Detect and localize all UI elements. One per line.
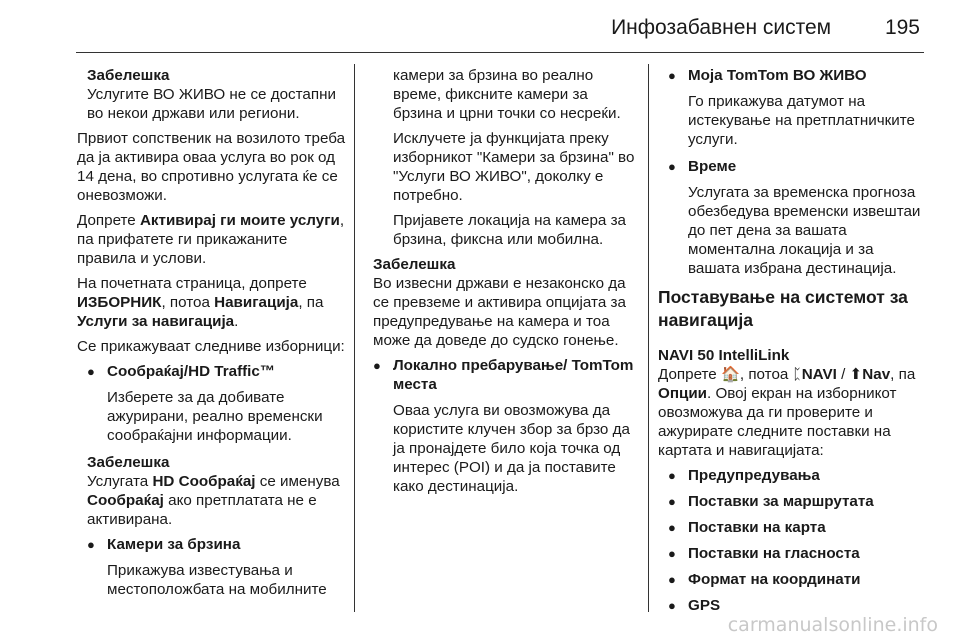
paragraph: камери за брзина во реално време, фиксните камери за брзина и црни точки со несреќи. bbox=[393, 67, 621, 122]
note: Забелешка Услугата HD Сообраќај се именува Сообраќај ако претплатата не е активирана. bbox=[87, 453, 345, 529]
note-text: Услугите ВО ЖИВО не се достапни во некои држави или региони. bbox=[87, 86, 336, 122]
paragraph: Пријавете локација на камера за брзина, фиксна или мобилна. bbox=[393, 212, 626, 248]
page-number: 195 bbox=[884, 16, 920, 39]
list-item-title: ● Локално пребарување/ TomTom места bbox=[393, 357, 634, 393]
list-item-text: Прикажува известувања и местоположбата на мобилните bbox=[107, 562, 327, 598]
column-3 bbox=[658, 66, 928, 622]
paragraph: Првиот сопственик на возилото треба да ја активира оваа услуга во рок од 14 дена, во спротивно услугата ќе се оневозможи. bbox=[77, 130, 346, 204]
list-item bbox=[77, 362, 345, 381]
note bbox=[87, 66, 345, 123]
list-item-text: Изберете за да добивате ажурирани, реално временски сообраќајни информации. bbox=[107, 389, 323, 444]
list-item-text: Услугата за временска прогноза обезбедува временски извештаи до пет дена за вашата моментална локација и за вашата избрана дестинација. bbox=[688, 184, 921, 277]
watermark: carmanualsonline.info bbox=[727, 614, 938, 636]
list-item: ● Поставки на карта bbox=[658, 518, 928, 537]
list-item-text: Го прикажува датумот на истекување на претплатничките услуги. bbox=[688, 93, 915, 148]
list-item-title: ● Време bbox=[688, 158, 737, 175]
paragraph: Исклучете ја функцијата преку изборникот "Камери за брзина" во "Услуги ВО ЖИВО", доколку е потребно. bbox=[393, 130, 635, 204]
column-2 bbox=[363, 66, 635, 504]
list-item: ● Формат на координати bbox=[658, 570, 928, 589]
note bbox=[373, 255, 635, 350]
header-rule bbox=[76, 52, 924, 53]
paragraph: Допрете Активирај ги моите услуги, па прифатете ги прикажаните правила и услови. bbox=[77, 212, 345, 267]
note-text: Во извесни држави е незаконско да се превземе и активира опцијата за предупредување на камера и тоа може да доведе до судско гонење. bbox=[373, 275, 626, 349]
paragraph: Допрете 🏠, потоа ᛈNAVI / ⬆Nav, па Опции. Овој екран на изборникот овозможува да ги проверите и ажурирате следните поставки на картата и навигацијата: bbox=[658, 366, 916, 459]
nav-arrow-icon: ⬆ bbox=[849, 366, 863, 383]
list-item: ● Предупредувања bbox=[658, 466, 928, 485]
list-item-text: Оваа услуга ви овозможува да користите клучен збор за брзо да ја пронајдете било која точка од интерес (POI) и да ја поставите како дестинација. bbox=[393, 402, 630, 495]
list-item: ● GPS bbox=[658, 596, 928, 615]
page-header bbox=[611, 16, 920, 40]
subsection-heading: NAVI 50 IntelliLink bbox=[658, 347, 790, 364]
column-divider-2 bbox=[648, 64, 649, 612]
list-item-title: ● Моја TomTom ВО ЖИВО bbox=[688, 67, 867, 84]
paragraph: На почетната страница, допрете ИЗБОРНИК, потоа Навигација, па Услуги за навигација. bbox=[77, 275, 324, 330]
list-item bbox=[658, 66, 928, 85]
note-title: Забелешка bbox=[87, 454, 170, 471]
activate-services-label: Активирај ги моите услуги bbox=[139, 212, 340, 229]
section-heading: Поставување на системот за навигација bbox=[658, 287, 908, 330]
list-item bbox=[658, 157, 928, 176]
list-item-title: ● Камери за брзина bbox=[107, 536, 241, 553]
navi-icon: ᛈ bbox=[792, 366, 802, 383]
paragraph: Се прикажуваат следниве изборници: bbox=[77, 338, 345, 355]
column-divider-1 bbox=[354, 64, 355, 612]
list-item bbox=[77, 535, 345, 554]
home-icon: 🏠 bbox=[720, 366, 740, 383]
note-title: Забелешка bbox=[373, 256, 456, 273]
list-item bbox=[363, 356, 635, 394]
note-title: Забелешка bbox=[87, 67, 170, 84]
list-item: ● Поставки на гласноста bbox=[658, 544, 928, 563]
list-item: ● Поставки за маршрутата bbox=[658, 492, 928, 511]
list-item-title: ● Сообраќај/HD Traffic™ bbox=[107, 363, 276, 380]
column-1 bbox=[77, 66, 345, 607]
page-title: Инфозабавнен систем bbox=[611, 16, 832, 39]
